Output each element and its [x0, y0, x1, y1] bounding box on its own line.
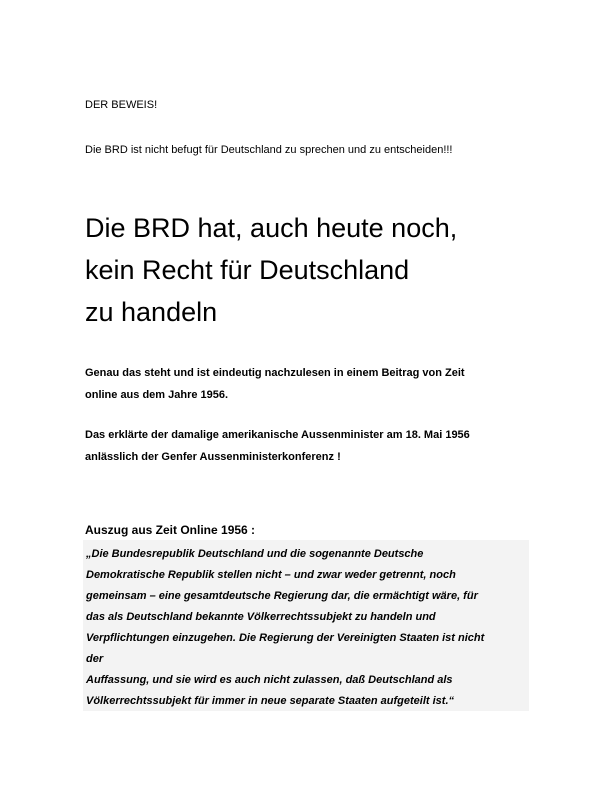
quote-line: Demokratische Republik stellen nicht – und zwar weder getrennt, noch	[86, 569, 456, 581]
headline-line: Die BRD hat, auch heute noch,	[85, 213, 458, 243]
quote-line: „Die Bundesrepublik Deutschland und die sogenannte Deutsche	[86, 548, 424, 560]
quote-line: der	[86, 653, 104, 665]
paragraph-line: anlässlich der Genfer Aussenministerkonferenz !	[85, 451, 341, 463]
headline-line: kein Recht für Deutschland	[85, 255, 410, 285]
quote-line: das als Deutschland bekannte Völkerrechtssubjekt zu handeln und	[86, 611, 436, 623]
quote-line: Auffassung, und sie wird es auch nicht zulassen, daß Deutschland als	[86, 674, 453, 686]
intro-paragraph-2	[85, 424, 535, 468]
kicker-text: DER BEWEIS!	[85, 99, 158, 111]
quote-block	[86, 544, 536, 712]
quote-line: Völkerrechtssubjekt für immer in neue separate Staaten aufgeteilt ist.“	[86, 695, 455, 707]
headline-line: zu handeln	[85, 297, 218, 327]
headline	[85, 207, 457, 333]
paragraph-line: Das erklärte der damalige amerikanische Aussenminister am 18. Mai 1956	[85, 429, 470, 441]
intro-paragraph-1	[85, 362, 535, 406]
paragraph-line: Genau das steht und ist eindeutig nachzulesen in einem Beitrag von Zeit	[85, 367, 465, 379]
quote-line: Verpflichtungen einzugehen. Die Regierung der Vereinigten Staaten ist nicht	[86, 632, 485, 644]
quote-line: gemeinsam – eine gesamtdeutsche Regierung dar, die ermächtigt wäre, für	[86, 590, 478, 602]
subtitle-text: Die BRD ist nicht befugt für Deutschland zu sprechen und zu entscheiden!!!	[85, 144, 453, 156]
excerpt-heading: Auszug aus Zeit Online 1956 :	[85, 523, 256, 537]
paragraph-line: online aus dem Jahre 1956.	[85, 389, 229, 401]
